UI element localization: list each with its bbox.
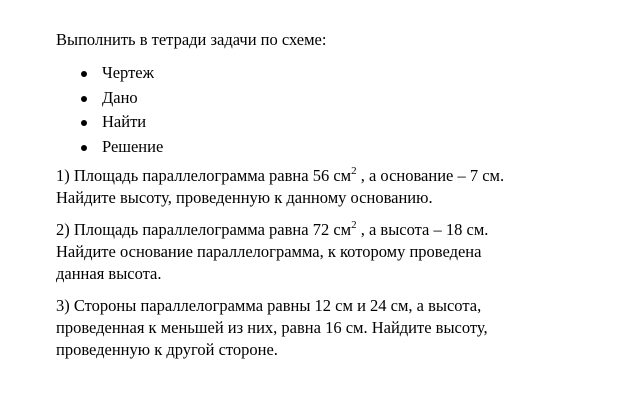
bullet-icon	[81, 120, 87, 126]
task-2-text-rest: , а высота – 18 см.	[356, 220, 489, 239]
task-1-line-2: Найдите высоту, проведенную к данному основанию.	[56, 188, 433, 207]
task-2	[56, 219, 596, 285]
scheme-list	[56, 61, 596, 159]
task-2-line-1	[56, 219, 596, 241]
list-item	[56, 61, 596, 86]
task-2-line-3: данная высота.	[56, 264, 162, 283]
superscript: 2	[351, 218, 357, 231]
superscript: 2	[351, 164, 357, 177]
task-1-line-1	[56, 165, 596, 187]
list-item-label: Чертеж	[102, 63, 155, 82]
list-item	[56, 86, 596, 111]
task-3-line-1: 3) Стороны параллелограмма равны 12 см и 24 см, а высота,	[56, 296, 482, 315]
task-2-line-2: Найдите основание параллелограмма, к которому проведена	[56, 242, 482, 261]
task-3-line-3: проведенную к другой стороне.	[56, 340, 278, 359]
task-1-text: 1) Площадь параллелограмма равна 56 см	[56, 166, 352, 185]
list-item-label: Дано	[102, 87, 138, 107]
list-item-label: Найти	[102, 112, 147, 131]
list-item	[56, 135, 596, 160]
task-2-text: 2) Площадь параллелограмма равна 72 см	[56, 220, 352, 239]
task-1	[56, 165, 596, 209]
bullet-icon	[81, 71, 87, 77]
list-item	[56, 110, 596, 135]
document-body	[56, 29, 596, 371]
bullet-icon	[81, 96, 87, 102]
task-3	[56, 295, 596, 361]
task-3-line-2: проведенная к меньшей из них, равна 16 см. Найдите высоту,	[56, 318, 488, 337]
intro-text: Выполнить в тетради задачи по схеме:	[56, 30, 327, 49]
list-item-label: Решение	[102, 136, 164, 156]
task-1-text-rest: , а основание – 7 см.	[356, 166, 505, 185]
bullet-icon	[81, 145, 87, 151]
